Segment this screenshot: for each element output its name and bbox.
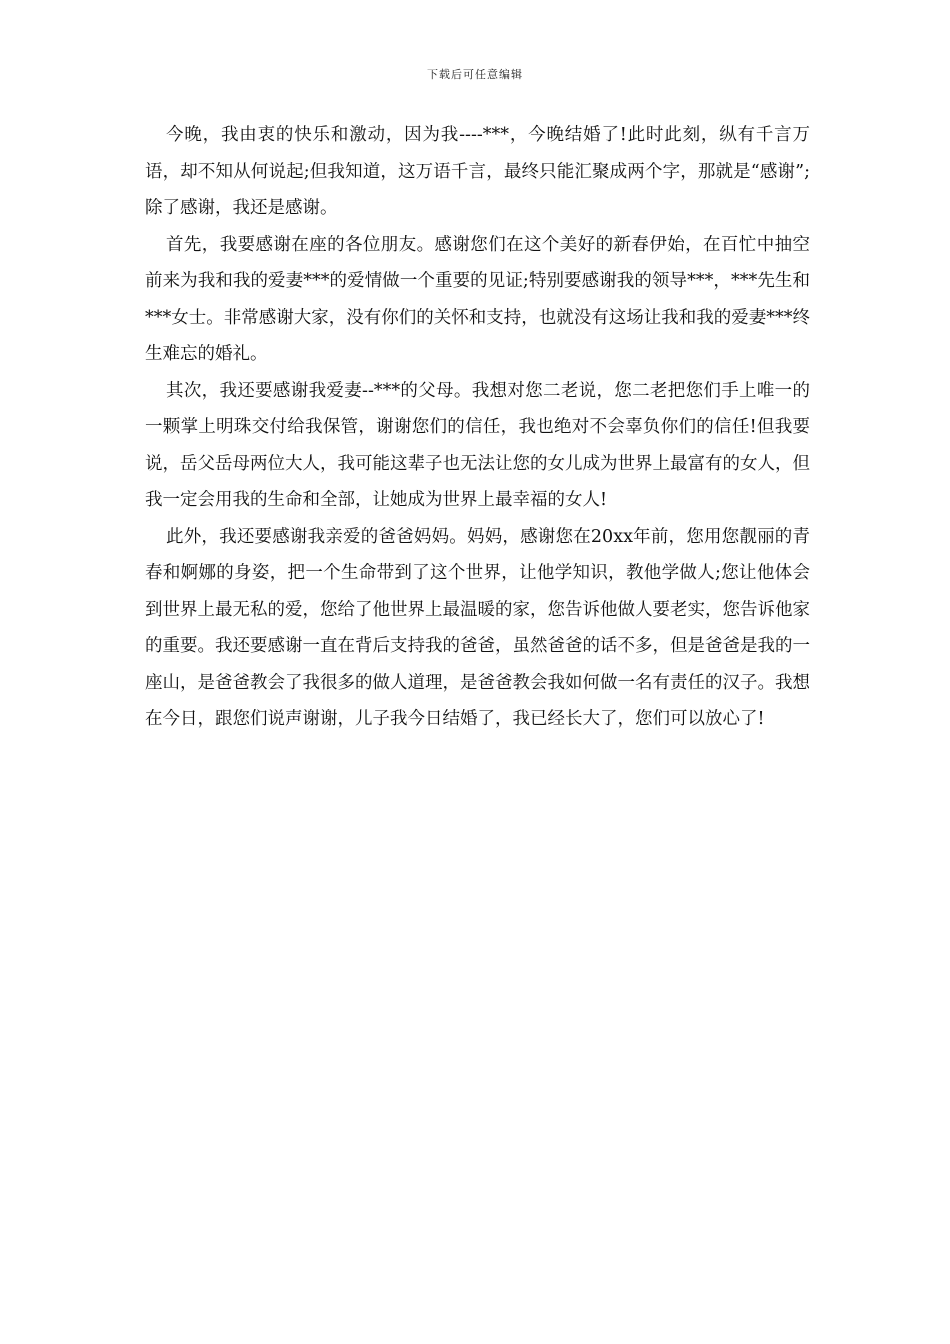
document-body — [145, 117, 810, 738]
paragraph-3: 其次，我还要感谢我爱妻--***的父母。我想对您二老说，您二老把您们手上唯一的一颗掌上明珠交付给我保管，谢谢您们的信任，我也绝对不会辜负你们的信任!但我要说，岳父岳母两位大人，我可能这辈子也无法让您的女儿成为世界上最富有的女人，但我一定会用我的生命和全部，让她成为世界上最幸福的女人! — [145, 380, 810, 510]
paragraph-4: 此外，我还要感谢我亲爱的爸爸妈妈。妈妈，感谢您在20xx年前，您用您靓丽的青春和婀娜的身姿，把一个生命带到了这个世界，让他学知识，教他学做人;您让他体会到世界上最无私的爱，您给了他世界上最温暖的家，您告诉他做人要老实，您告诉他家的重要。我还要感谢一直在背后支持我的爸爸，虽然爸爸的话不多，但是爸爸是我的一座山，是爸爸教会了我很多的做人道理，是爸爸教会我如何做一名有责任的汉子。我想在今日，跟您们说声谢谢，儿子我今日结婚了，我已经长大了，您们可以放心了! — [145, 526, 810, 729]
header-note: 下载后可任意编辑 — [427, 68, 523, 81]
paragraph-1: 今晚，我由衷的快乐和激动，因为我----***，今晚结婚了!此时此刻，纵有千言万语，却不知从何说起;但我知道，这万语千言，最终只能汇聚成两个字，那就是“感谢”;除了感谢，我还是感谢。 — [145, 125, 810, 218]
paragraph-2: 首先，我要感谢在座的各位朋友。感谢您们在这个美好的新春伊始，在百忙中抽空前来为我和我的爱妻***的爱情做一个重要的见证;特别要感谢我的领导***，***先生和***女士。非常感谢大家，没有你们的关怀和支持，也就没有这场让我和我的爱妻***终生难忘的婚礼。 — [145, 234, 810, 364]
